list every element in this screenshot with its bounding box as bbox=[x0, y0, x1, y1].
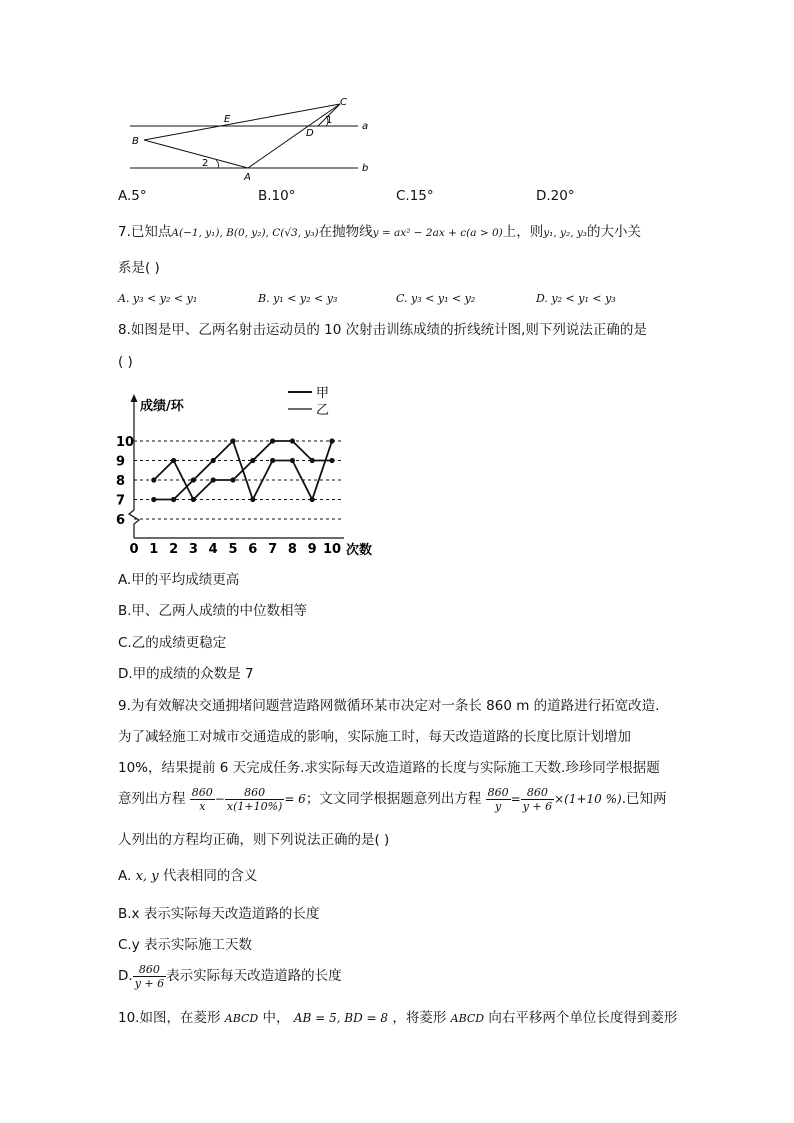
q7-equation: y = ax² − 2ax + c(a > 0) bbox=[372, 227, 503, 239]
data-point bbox=[329, 438, 334, 443]
y-tick-label: 6 bbox=[116, 513, 126, 528]
data-point bbox=[270, 438, 275, 443]
y-tick-label: 9 bbox=[116, 454, 126, 470]
label-e: E bbox=[224, 114, 231, 125]
x-tick-label: 3 bbox=[188, 542, 198, 557]
q8-option-a: A.甲的平均成绩更高 bbox=[118, 572, 240, 588]
data-point bbox=[151, 477, 156, 482]
data-point bbox=[310, 497, 315, 502]
x-tick-label: 8 bbox=[287, 542, 297, 557]
q9-line4-post: .已知两 bbox=[621, 791, 667, 807]
q7-stem bbox=[118, 222, 641, 243]
q9-eq1-minus: − bbox=[214, 792, 225, 806]
data-point bbox=[191, 497, 196, 502]
q6-option-a: A.5° bbox=[118, 188, 147, 204]
data-point bbox=[211, 458, 216, 463]
q9-eq1-frac2: $\frac{860}{x(1+10\%)}$ bbox=[226, 785, 283, 813]
label-c: C bbox=[340, 97, 347, 108]
data-point bbox=[171, 497, 176, 502]
y-tick-label: 7 bbox=[116, 493, 126, 509]
x-tick-label: 10 bbox=[322, 542, 342, 557]
q8-option-b: B.甲、乙两人成绩的中位数相等 bbox=[118, 603, 308, 619]
q6-option-d: D.20° bbox=[536, 188, 575, 204]
chart-x-ticks bbox=[129, 542, 341, 557]
q6-option-c: C.15° bbox=[396, 188, 434, 204]
label-2: 2 bbox=[202, 158, 209, 169]
data-point bbox=[270, 458, 275, 463]
data-point bbox=[250, 458, 255, 463]
chart-ylabel: 成绩/环 bbox=[140, 399, 184, 414]
x-tick-label: 1 bbox=[149, 542, 159, 557]
x-tick-label: 2 bbox=[169, 542, 179, 557]
data-point bbox=[230, 477, 235, 482]
q9-line3: 10%，结果提前 6 天完成任务.求实际每天改造道路的长度与实际施工天数.珍珍同学根据题 bbox=[118, 760, 660, 776]
q9-eq2-frac1: $\frac{860}{y}$ bbox=[487, 785, 509, 813]
q9-option-c: C.y 表示实际施工天数 bbox=[118, 937, 252, 953]
data-point bbox=[310, 458, 315, 463]
x-tick-label: 6 bbox=[248, 542, 258, 557]
q9-line4-pre: 意列出方程 bbox=[118, 791, 186, 807]
data-point bbox=[329, 458, 334, 463]
label-line-b: b bbox=[362, 163, 369, 174]
legend-label: 甲 bbox=[316, 386, 330, 401]
q7-line2: 系是( ) bbox=[118, 260, 160, 276]
q9-eq2-frac2: $\frac{860}{y + 6}$ bbox=[522, 785, 553, 813]
q9-line5: 人列出的方程均正确，则下列说法正确的是( ) bbox=[118, 832, 390, 848]
x-tick-label: 9 bbox=[307, 542, 317, 557]
chart-xlabel: 次数 bbox=[346, 543, 373, 558]
line-chart bbox=[112, 380, 382, 560]
q8-stem: 8.如图是甲、乙两名射击运动员的 10 次射击训练成绩的折线统计图,则下列说法正确的是 bbox=[118, 322, 647, 338]
angle-2-arc bbox=[216, 160, 219, 168]
q9-line4-mid: ；文文同学根据题意列出方程 bbox=[305, 791, 482, 807]
q7-prefix: 7.已知点 bbox=[118, 224, 172, 240]
q9-eq2-rhs: ×(1+10 %) bbox=[554, 792, 622, 806]
legend-label: 乙 bbox=[316, 403, 330, 418]
x-tick-label: 4 bbox=[208, 542, 218, 557]
segment-ba bbox=[144, 140, 248, 168]
q9-optd-frac: $\frac{860}{y + 6}$ bbox=[134, 962, 165, 990]
q9-option-b: B.x 表示实际每天改造道路的长度 bbox=[118, 906, 320, 922]
label-a-point: A bbox=[244, 172, 251, 183]
q7-points: A(−1, y₁), B(0, y₂), C(√3, y₃) bbox=[171, 227, 319, 239]
q9-line4 bbox=[118, 784, 667, 814]
data-point bbox=[250, 497, 255, 502]
data-point bbox=[191, 477, 196, 482]
y-tick-label: 8 bbox=[116, 474, 126, 489]
label-d: D bbox=[306, 128, 314, 139]
chart-series bbox=[151, 438, 334, 502]
data-point bbox=[290, 438, 295, 443]
x-tick-label: 5 bbox=[228, 542, 238, 557]
y-tick-label: 10 bbox=[116, 435, 135, 450]
q6-option-b: B.10° bbox=[258, 188, 296, 204]
q9-option-a: A. x, y 代表相同的含义 bbox=[118, 868, 258, 884]
data-point bbox=[171, 458, 176, 463]
q9-line1: 9.为有效解决交通拥堵问题营造路网微循环某市决定对一条长 860 m 的道路进行拓宽改造. bbox=[118, 698, 660, 714]
q9-eq2-eq: = bbox=[510, 792, 521, 806]
chart-grid bbox=[134, 441, 344, 519]
q9-eq1-frac1: $\frac{860}{x}$ bbox=[191, 785, 213, 813]
geometry-figure bbox=[120, 92, 380, 184]
q9-eq1-rhs: = 6 bbox=[284, 792, 306, 806]
q7-option-a: A. y₃ < y₂ < y₁ bbox=[118, 292, 198, 305]
y-axis-break bbox=[129, 510, 139, 538]
q7-option-d: D. y₂ < y₁ < y₃ bbox=[536, 292, 616, 305]
q7-vars: y₁, y₂, y₃ bbox=[543, 227, 588, 239]
y-axis-arrow bbox=[131, 394, 138, 402]
q7-after: 上，则 bbox=[502, 224, 544, 240]
q7-mid: 在抛物线 bbox=[318, 224, 373, 240]
q10-stem: 10.如图，在菱形 ABCD 中， AB = 5, BD = 8 ，将菱形 ABCD 向右平移两个单位长度得到菱形 bbox=[118, 1010, 678, 1026]
label-line-a: a bbox=[362, 121, 369, 132]
series-line-乙 bbox=[154, 441, 332, 500]
q8-line2: ( ) bbox=[118, 354, 133, 370]
chart-axes bbox=[129, 394, 344, 538]
data-point bbox=[151, 497, 156, 502]
q8-option-d: D.甲的成绩的众数是 7 bbox=[118, 666, 254, 682]
data-point bbox=[211, 477, 216, 482]
q7-option-b: B. y₁ < y₂ < y₃ bbox=[258, 292, 338, 305]
q9-line2: 为了减轻施工对城市交通造成的影响，实际施工时，每天改造道路的长度比原计划增加 bbox=[118, 729, 631, 745]
label-1: 1 bbox=[326, 115, 333, 126]
label-b-point: B bbox=[132, 136, 139, 147]
chart-legend bbox=[288, 386, 329, 418]
q7-tail: 的大小关 bbox=[587, 224, 642, 240]
chart-y-ticks bbox=[116, 435, 134, 528]
q7-option-c: C. y₃ < y₁ < y₂ bbox=[396, 292, 476, 305]
q8-option-c: C.乙的成绩更稳定 bbox=[118, 635, 227, 651]
x-tick-label: 7 bbox=[268, 542, 278, 557]
data-point bbox=[290, 458, 295, 463]
x-tick-label: 0 bbox=[129, 542, 139, 557]
q9-option-d: D. $\frac{860}{y + 6}$ 表示实际每天改造道路的长度 bbox=[118, 962, 342, 990]
segment-ac bbox=[248, 104, 340, 168]
data-point bbox=[230, 438, 235, 443]
